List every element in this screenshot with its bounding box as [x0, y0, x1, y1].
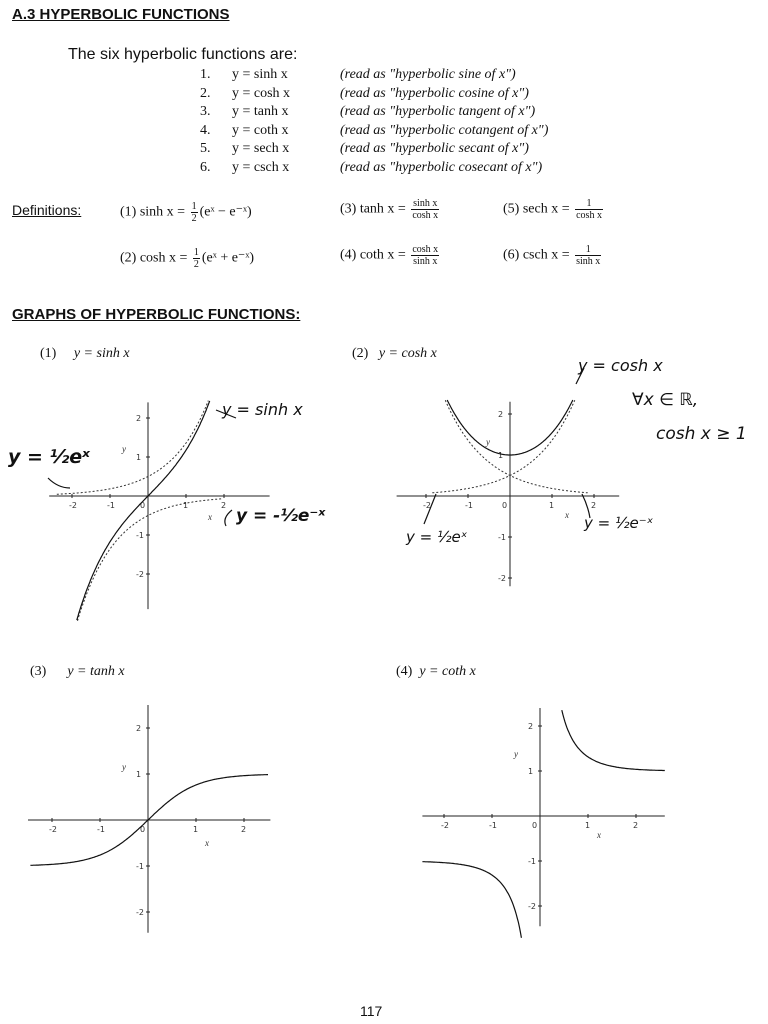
- y-tick-label: -1: [498, 533, 506, 542]
- graph1-eq: y = sinh x: [73, 346, 130, 361]
- series-coth-line: [562, 710, 665, 770]
- function-number: 6.: [200, 159, 211, 175]
- y-tick-label: 2: [136, 414, 142, 423]
- series-sinh-line: [77, 401, 210, 620]
- function-reading: (read as "hyperbolic secant of x"): [340, 141, 529, 156]
- def-sech-prefix: (5) sech x =: [503, 201, 570, 217]
- x-tick-label: -2: [49, 825, 57, 834]
- series-coth-line: [422, 862, 521, 938]
- x-tick-label: 1: [193, 825, 199, 834]
- y-tick-label: 1: [498, 451, 504, 460]
- y-tick-label: 2: [136, 724, 142, 733]
- def-tanh-prefix: (3) tanh x =: [340, 201, 406, 217]
- hand-cosh-half-ex: y = ½eˣ: [406, 528, 468, 546]
- x-tick-label: 0: [140, 825, 146, 834]
- function-equation: y = csch x: [232, 159, 290, 175]
- function-reading: (read as "hyperbolic sine of x"): [340, 67, 516, 82]
- graph2-num: (2): [352, 346, 369, 361]
- y-tick-label: -1: [528, 857, 536, 866]
- def-coth-den: sinh x: [413, 256, 438, 267]
- y-tick-label: 2: [498, 410, 504, 419]
- y-axis-label: y: [122, 444, 126, 454]
- def-coth-prefix: (4) coth x =: [340, 247, 406, 263]
- x-tick-label: 2: [633, 821, 639, 830]
- def-tanh-num: sinh x: [413, 198, 438, 209]
- y-tick-label: -1: [136, 862, 144, 871]
- y-axis-label: y: [514, 749, 518, 759]
- function-equation: y = coth x: [232, 122, 289, 138]
- y-tick-label: -2: [528, 902, 536, 911]
- def-coth-num: cosh x: [412, 244, 439, 255]
- arrow-neg-half: [225, 510, 232, 526]
- x-axis-label: x: [565, 510, 569, 520]
- y-tick-label: 1: [136, 453, 142, 462]
- series-half_exp_neg-line: [445, 400, 587, 493]
- graph1-num: (1): [40, 346, 57, 361]
- def-csch-num: 1: [575, 244, 601, 256]
- series-half_exp-line: [432, 400, 575, 493]
- hand-cosh-label: y = cosh x: [578, 356, 663, 375]
- x-axis-label: x: [205, 838, 209, 848]
- x-tick-label: 1: [549, 501, 555, 510]
- y-tick-label: 1: [136, 770, 142, 779]
- section-title: A.3 HYPERBOLIC FUNCTIONS: [12, 6, 230, 23]
- function-reading: (read as "hyperbolic cosine of x"): [340, 85, 529, 101]
- x-tick-label: 1: [183, 501, 189, 510]
- def-cosh-half-num: 1: [193, 247, 199, 258]
- x-tick-label: 0: [532, 821, 538, 830]
- x-tick-label: 2: [591, 501, 597, 510]
- x-tick-label: -2: [441, 821, 449, 830]
- y-axis-label: y: [122, 762, 126, 772]
- x-tick-label: -1: [107, 501, 115, 510]
- graph4-num: (4): [396, 664, 413, 679]
- function-equation: y = sech x: [232, 141, 290, 156]
- x-tick-label: -1: [97, 825, 105, 834]
- def-tanh-den: cosh x: [412, 210, 439, 221]
- function-number: 4.: [200, 122, 211, 138]
- def-sinh-half-num: 1: [191, 201, 197, 212]
- y-axis-label: y: [486, 437, 490, 447]
- def-cosh-body: (eˣ + e⁻ˣ): [201, 250, 255, 266]
- x-tick-label: 1: [585, 821, 591, 830]
- function-number: 3.: [200, 104, 211, 119]
- function-number: 5.: [200, 141, 211, 156]
- x-tick-label: -2: [69, 501, 77, 510]
- y-tick-label: -2: [136, 908, 144, 917]
- def-csch-den: sinh x: [576, 256, 601, 267]
- def-cosh-prefix: (2) cosh x =: [120, 250, 188, 266]
- hand-forall: ∀x ∈ ℝ,: [632, 390, 699, 410]
- arrow-half-ex: [48, 478, 70, 488]
- def-sinh-prefix: (1) sinh x =: [120, 204, 186, 220]
- graph3-eq: y = tanh x: [67, 664, 125, 679]
- x-tick-label: 2: [221, 501, 227, 510]
- hand-sinh-label: y = sinh x: [222, 400, 303, 419]
- x-tick-label: 0: [140, 501, 146, 510]
- hand-cosh-half-emx: y = ½e⁻ˣ: [584, 514, 654, 532]
- y-tick-label: 2: [528, 722, 534, 731]
- function-number: 2.: [200, 85, 211, 101]
- hand-cosh-ge: cosh x ≥ 1: [656, 424, 747, 444]
- definitions-label: Definitions:: [12, 202, 82, 218]
- y-tick-label: -1: [136, 531, 144, 540]
- function-reading: (read as "hyperbolic cosecant of x"): [340, 159, 543, 175]
- function-number: 1.: [200, 67, 211, 82]
- function-reading: (read as "hyperbolic tangent of x"): [340, 104, 536, 119]
- graph4-eq: y = coth x: [419, 664, 476, 679]
- graph2-eq: y = cosh x: [378, 346, 437, 361]
- y-tick-label: -2: [136, 570, 144, 579]
- graph3-num: (3): [30, 664, 47, 679]
- x-tick-label: -1: [465, 501, 473, 510]
- hand-half-ex-left: y = ½eˣ: [8, 446, 90, 468]
- function-reading: (read as "hyperbolic cotangent of x"): [340, 122, 549, 138]
- def-sech-num: 1: [575, 198, 603, 210]
- def-cosh-half-den: 2: [193, 259, 199, 270]
- intro-text: The six hyperbolic functions are:: [68, 46, 298, 63]
- x-axis-label: x: [208, 512, 212, 522]
- graphs-title: GRAPHS OF HYPERBOLIC FUNCTIONS:: [12, 306, 301, 323]
- hand-neg-half-emx: y = -½e⁻ˣ: [236, 506, 326, 526]
- y-tick-label: 1: [528, 767, 534, 776]
- x-tick-label: 0: [502, 501, 508, 510]
- x-axis-label: x: [597, 830, 601, 840]
- y-tick-label: -2: [498, 574, 506, 583]
- x-tick-label: -2: [423, 501, 431, 510]
- x-tick-label: -1: [489, 821, 497, 830]
- def-sinh-half-den: 2: [191, 213, 197, 224]
- function-equation: y = sinh x: [232, 67, 288, 82]
- x-tick-label: 2: [241, 825, 247, 834]
- def-sinh-body: (eˣ − e⁻ˣ): [199, 204, 252, 220]
- page-number: 117: [360, 1003, 383, 1019]
- function-equation: y = tanh x: [232, 104, 289, 119]
- function-equation: y = cosh x: [232, 85, 291, 101]
- def-csch-prefix: (6) csch x =: [503, 247, 570, 263]
- def-sech-den: cosh x: [576, 210, 602, 221]
